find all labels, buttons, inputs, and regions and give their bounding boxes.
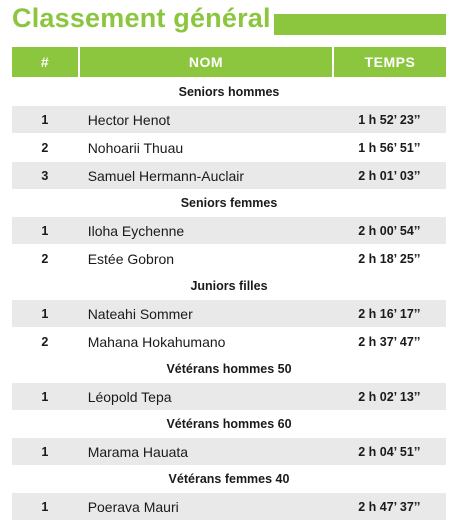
name-cell: Poerava Mauri bbox=[87, 498, 179, 515]
section-label: Vétérans femmes 40 bbox=[168, 472, 290, 486]
table-row bbox=[12, 162, 446, 189]
rank-cell: 1 bbox=[41, 223, 49, 238]
table-row bbox=[12, 383, 446, 410]
time-cell: 2 h 47’ 37’’ bbox=[358, 499, 421, 514]
table-row bbox=[12, 106, 446, 133]
rank-cell: 1 bbox=[41, 444, 49, 459]
time-cell: 2 h 16’ 17’’ bbox=[358, 306, 421, 321]
name-cell: Nateahi Sommer bbox=[87, 305, 193, 322]
table-row bbox=[12, 328, 446, 355]
table-row bbox=[12, 217, 446, 244]
time-cell: 2 h 00’ 54’’ bbox=[358, 223, 421, 238]
name-cell: Samuel Hermann-Auclair bbox=[87, 167, 245, 184]
header-time: TEMPS bbox=[334, 47, 446, 77]
table-row bbox=[12, 300, 446, 327]
rank-cell: 2 bbox=[41, 140, 49, 155]
page-title: Classement général bbox=[12, 3, 271, 33]
section-label: Seniors femmes bbox=[180, 196, 278, 210]
table-row bbox=[12, 493, 446, 520]
table-row bbox=[12, 438, 446, 465]
rank-cell: 1 bbox=[41, 306, 49, 321]
time-cell: 1 h 52’ 23’’ bbox=[358, 112, 421, 127]
table-header bbox=[12, 47, 446, 77]
time-cell: 2 h 04’ 51’’ bbox=[358, 444, 421, 459]
table-row bbox=[12, 134, 446, 161]
rank-cell: 2 bbox=[41, 251, 49, 266]
time-cell: 1 h 56’ 51’’ bbox=[358, 140, 421, 155]
name-cell: Iloha Eychenne bbox=[87, 222, 185, 239]
table-row bbox=[12, 245, 446, 272]
name-cell: Léopold Tepa bbox=[87, 388, 172, 405]
rank-cell: 1 bbox=[41, 112, 49, 127]
section-label: Juniors filles bbox=[190, 279, 268, 293]
time-cell: 2 h 18’ 25’’ bbox=[358, 251, 421, 266]
name-cell: Marama Hauata bbox=[87, 443, 189, 460]
title-accent-bar bbox=[274, 14, 446, 35]
title-row bbox=[0, 0, 460, 44]
name-cell: Nohoarii Thuau bbox=[87, 139, 184, 156]
header-rank: # bbox=[12, 47, 78, 77]
section-label: Vétérans hommes 50 bbox=[166, 362, 292, 376]
rank-cell: 3 bbox=[41, 168, 49, 183]
time-cell: 2 h 01’ 03’’ bbox=[358, 168, 421, 183]
time-cell: 2 h 02’ 13’’ bbox=[358, 389, 421, 404]
name-cell: Hector Henot bbox=[87, 111, 171, 128]
time-cell: 2 h 37’ 47’’ bbox=[358, 334, 421, 349]
section-label: Vétérans hommes 60 bbox=[166, 417, 292, 431]
rank-cell: 1 bbox=[41, 389, 49, 404]
name-cell: Estée Gobron bbox=[87, 250, 175, 267]
name-cell: Mahana Hokahumano bbox=[87, 333, 226, 350]
results-table bbox=[12, 47, 446, 521]
rank-cell: 1 bbox=[41, 499, 49, 514]
rank-cell: 2 bbox=[41, 334, 49, 349]
header-name: NOM bbox=[80, 47, 332, 77]
section-label: Seniors hommes bbox=[178, 85, 280, 99]
